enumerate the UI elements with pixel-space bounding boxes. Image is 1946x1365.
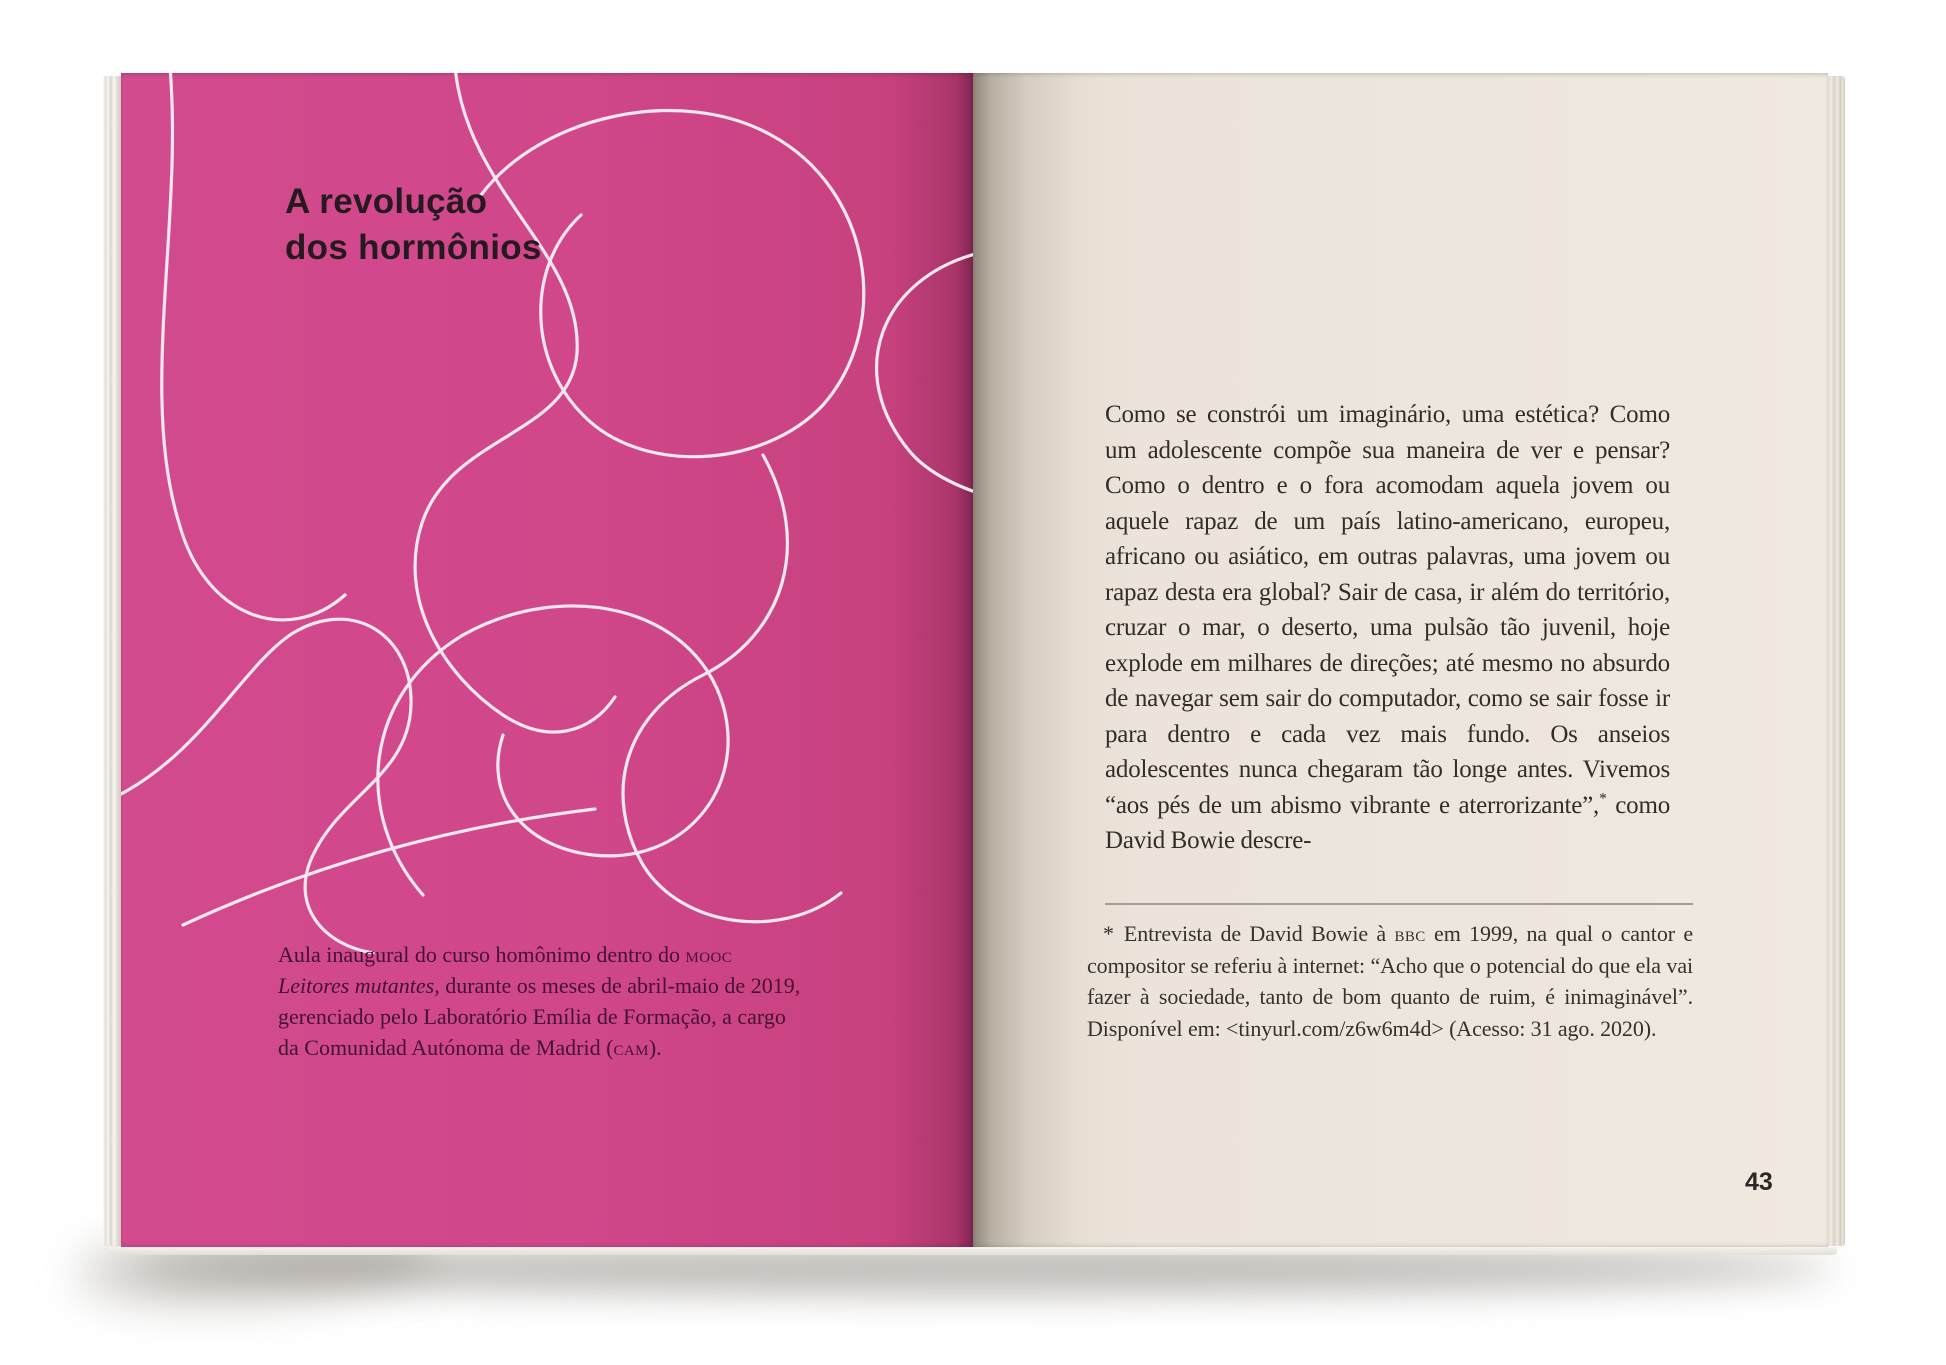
footnote-smallcaps: bbc bbox=[1394, 921, 1426, 946]
chapter-title-line: dos hormônios bbox=[285, 228, 542, 267]
footnote-text-run: em 1999, na qual o cantor e compositor se referiu à internet: “Acho que o potencial do que ela vai fazer à sociedade, tanto de bom quanto de ruim, é inimaginável”. Disponível em: <tinyurl.com/z6w6m4d> (Acesso: 31 ago. 2020). bbox=[1087, 921, 1693, 1041]
book-spread bbox=[103, 73, 1845, 1247]
right-page-edge-stack bbox=[1828, 76, 1845, 1246]
caption-line bbox=[278, 970, 800, 1001]
left-page bbox=[121, 73, 973, 1247]
footnote-divider bbox=[1105, 903, 1693, 905]
caption-smallcaps: mooc bbox=[685, 942, 733, 967]
chapter-title-line: A revolução bbox=[285, 182, 488, 221]
footnote-marker: * bbox=[1103, 921, 1114, 946]
chapter-caption bbox=[278, 939, 800, 1063]
footnote-text bbox=[1087, 918, 1693, 1044]
caption-text: Aula inaugural do curso homônimo dentro do bbox=[278, 942, 686, 967]
footnote-text-run: Entrevista de David Bowie à bbox=[1123, 921, 1395, 946]
caption-text: gerenciado pelo Laboratório Emília de Formação, a cargo bbox=[278, 1004, 786, 1029]
left-page-edge-stack bbox=[103, 76, 121, 1246]
body-paragraph bbox=[1105, 397, 1670, 859]
right-page bbox=[973, 73, 1828, 1247]
footnote bbox=[1087, 903, 1693, 1044]
caption-line bbox=[278, 1032, 800, 1063]
squiggle-line-art bbox=[121, 73, 973, 1247]
body-text: como David Bowie descre- bbox=[1105, 791, 1670, 854]
bottom-paper-edge bbox=[109, 1247, 1837, 1255]
caption-text: ). bbox=[648, 1035, 662, 1060]
page-number: 43 bbox=[1745, 1168, 1773, 1196]
caption-italic: Leitores mutantes, bbox=[278, 973, 440, 998]
footnote-reference-marker: * bbox=[1599, 790, 1607, 808]
caption-line bbox=[278, 1001, 800, 1032]
caption-text: da Comunidad Autónoma de Madrid ( bbox=[278, 1035, 614, 1060]
caption-smallcaps: cam bbox=[613, 1035, 649, 1060]
body-text: Como se constrói um imaginário, uma estética? Como um adolescente compõe sua maneira de ver e pensar? Como o dentro e o fora acomodam aquela jovem ou aquele rapaz de um país latino-americano, europeu, africano ou asiático, em outras palavras, uma jovem ou rapaz desta era global? Sair de casa, ir além do território, cruzar o mar, o deserto, uma pulsão tão juvenil, hoje explode em milhares de direções; até mesmo no absurdo de navegar sem sair do computador, como se sair fosse ir para dentro e cada vez mais fundo. Os anseios adolescentes nunca chegaram tão longe antes. Vivemos “aos pés de um abismo vibrante e aterrorizante”, bbox=[1105, 401, 1670, 819]
caption-line bbox=[278, 939, 800, 970]
caption-text: durante os meses de abril-maio de 2019, bbox=[439, 973, 801, 998]
chapter-title bbox=[285, 179, 542, 271]
